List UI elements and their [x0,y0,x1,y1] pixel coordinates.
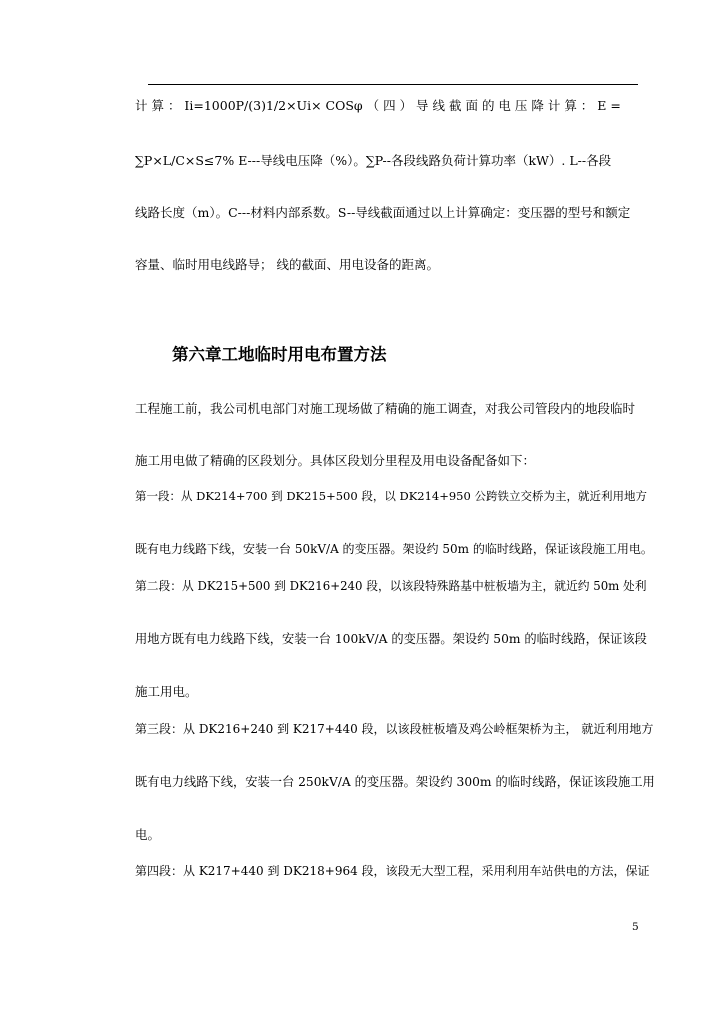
paragraph-line-4: 既有电力线路下线，安装一台 50kV/A 的变压器。架设约 50m 的临时线路，保证该段施工用电。 [135,542,653,556]
paragraph-line-10: 电。 [135,827,161,842]
paragraph-line-6: 用地方既有电力线路下线，安装一台 100kV/A 的变压器。架设约 50m 的临时线路，保证该段 [135,632,647,646]
paragraph-line-1: 工程施工前，我公司机电部门对施工现场做了精确的施工调查，对我公司管段内的地段临时 [135,401,636,416]
paragraph-line-8: 第三段：从 DK216+240 到 K217+440 段，以该段桩板墙及鸡公岭框架桥为主， 就近利用地方 [135,722,654,736]
formula-line-1 [135,98,655,114]
formula-text-1: 计 算 ： Ii=1000P/(3)1/2×Ui× COSφ （ 四 ） 导 线 截 面 的 电 压 降 计 算 ： E = [135,98,621,113]
paragraph-line-11: 第四段：从 K217+440 到 DK218+964 段，该段无大型工程，采用利用车站供电的方法，保证 [135,864,650,878]
formula-text-2: ∑P×L/C×S≤7% E---导线电压降（%）。∑P--各段线路负荷计算功率（kW）. L--各段 [135,153,612,168]
formula-text-3: 线路长度（m）。C---材料内部系数。S--导线截面通过以上计算确定：变压器的型号和额定 [135,205,631,220]
chapter-heading: 第六章工地临时用电布置方法 [172,345,387,364]
formula-line-2 [135,153,655,169]
page-number: 5 [632,921,639,933]
paragraph-line-3: 第一段：从 DK214+700 到 DK215+500 段，以 DK214+950 公跨铁立交桥为主，就近利用地方 [135,489,647,503]
formula-line-4 [135,257,655,273]
paragraph-line-2: 施工用电做了精确的区段划分。具体区段划分里程及用电设备配备如下： [135,453,536,468]
paragraph-line-9: 既有电力线路下线，安装一台 250kV/A 的变压器。架设约 300m 的临时线路，保证该段施工用 [135,775,655,789]
formula-line-3 [135,205,655,221]
header-rule [148,84,638,85]
paragraph-line-5: 第二段：从 DK215+500 到 DK216+240 段，以该段特殊路基中桩板墙为主，就近约 50m 处利 [135,579,647,593]
paragraph-line-7: 施工用电。 [135,684,198,699]
formula-text-4: 容量、临时用电线路导； 线的截面、用电设备的距离。 [135,257,439,272]
